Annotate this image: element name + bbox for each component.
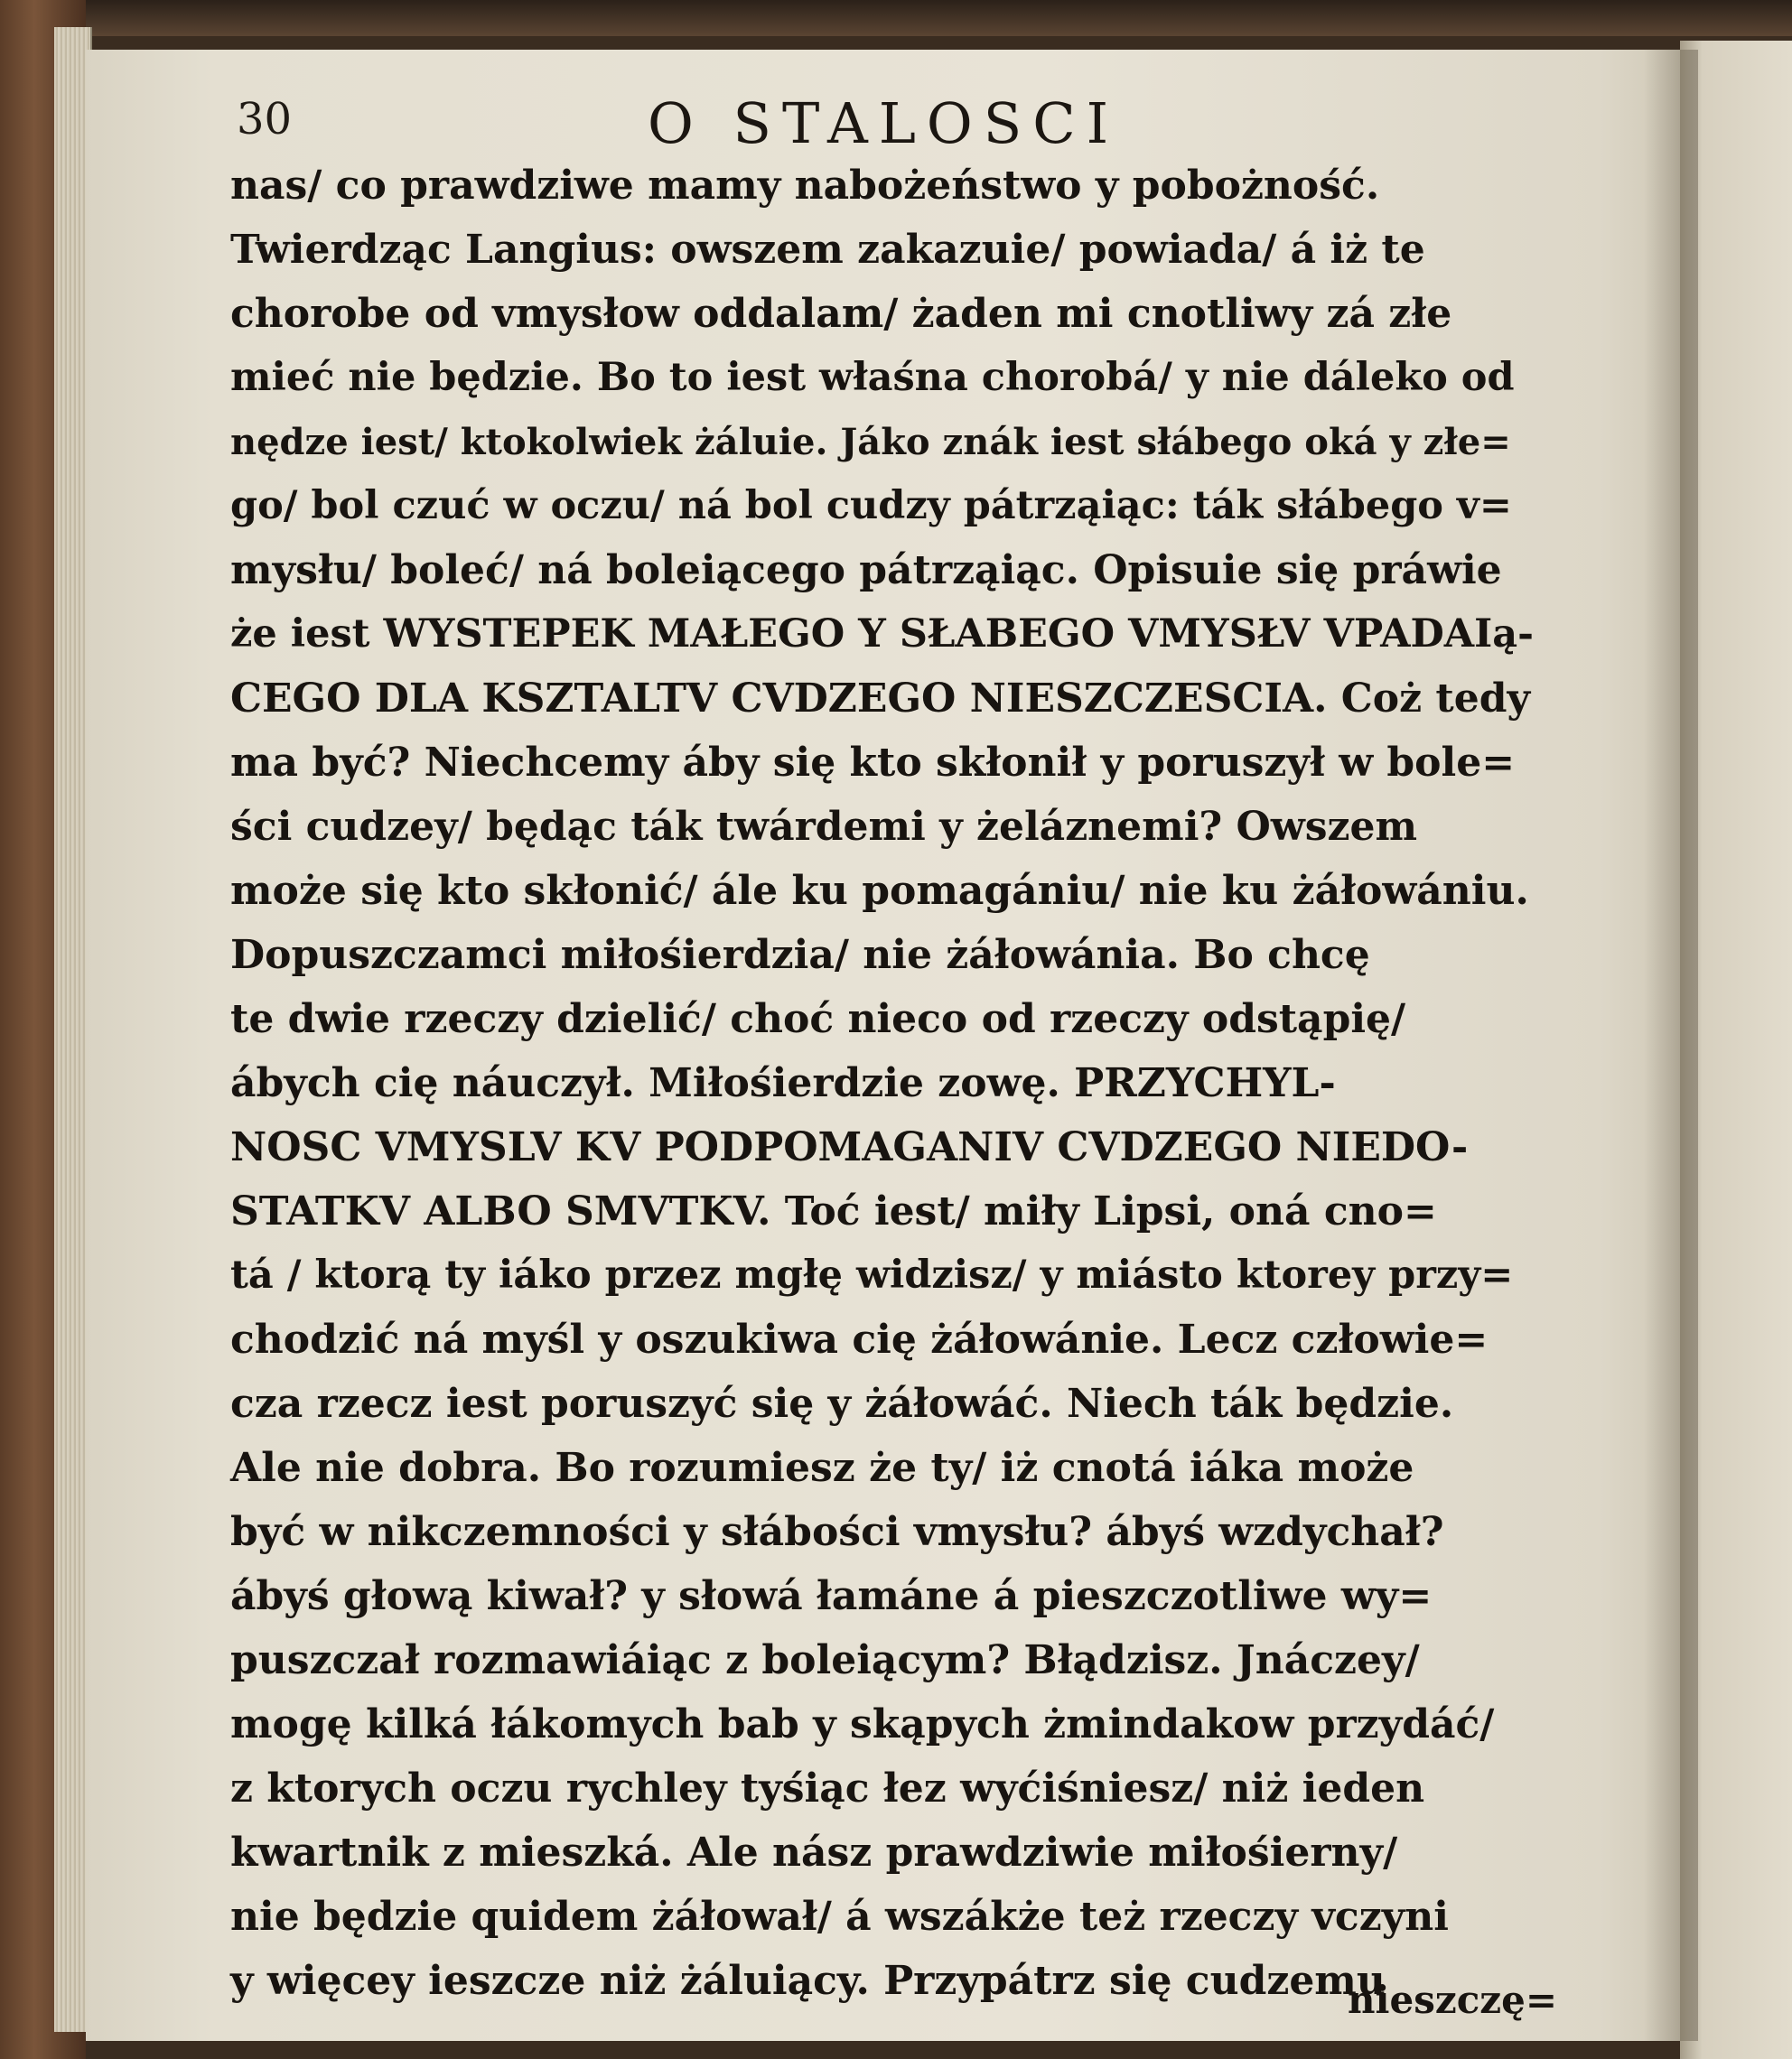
gutter-shadow xyxy=(1644,50,1698,2041)
text-line: Ale nie dobra. Bo rozumiesz że ty/ iż cnotá iáka może xyxy=(230,1445,1414,1491)
text-line: z ktorych oczu rychley tyśiąc łez wyćiśniesz/ niż ieden xyxy=(230,1766,1425,1812)
text-line: Twierdząc Langius: owszem zakazuie/ powiada/ á iż te xyxy=(230,227,1425,273)
text-line: te dwie rzeczy dzielić/ choć nieco od rzeczy odstąpię/ xyxy=(230,996,1406,1042)
text-line: CEGO DLA KSZTALTV CVDZEGO NIESZCZESCIA. Coż tedy xyxy=(230,675,1531,722)
text-line: ábyś głową kiwał? y słowá łamáne á pieszczotliwe wy= xyxy=(230,1573,1433,1619)
page-header xyxy=(237,90,1501,154)
text-line: nas/ co prawdziwe mamy nabożeństwo y pobożność. xyxy=(230,163,1380,209)
text-line: może się kto skłonić/ ále ku pomagániu/ nie ku żáłowániu. xyxy=(230,868,1529,914)
text-line: Dopuszczamci miłośierdzia/ nie żáłowánia. Bo chcę xyxy=(230,932,1370,978)
text-line: go/ bol czuć w oczu/ ná bol cudzy pátrząiąc: ták słábego v= xyxy=(230,483,1512,528)
text-line: chodzić ná myśl y oszukiwa cię żáłowánie. Lecz człowie= xyxy=(230,1317,1489,1363)
page-number: 30 xyxy=(237,94,293,144)
text-line: NOSC VMYSLV KV PODPOMAGANIV CVDZEGO NIEDO- xyxy=(230,1124,1469,1170)
running-title: O STALOSCI xyxy=(648,90,1120,156)
text-line: y więcey ieszcze niż żáluiący. Przypátrz się cudzemu xyxy=(230,1958,1386,2004)
text-line: mieć nie będzie. Bo to iest właśna chorobá/ y nie dáleko od xyxy=(230,355,1515,400)
text-line: cza rzecz iest poruszyć się y żáłowáć. Niech ták będzie. xyxy=(230,1381,1454,1427)
text-line: tá / ktorą ty iáko przez mgłę widzisz/ y miásto ktorey przy= xyxy=(230,1253,1514,1298)
book-cover-top xyxy=(0,0,1792,36)
text-line: ábych cię náuczył. Miłośierdzie zowę. PRZYCHYL- xyxy=(230,1060,1336,1106)
text-line: mogę kilká łákomych bab y skąpych żmindakow przydáć/ xyxy=(230,1701,1495,1747)
text-line: ma być? Niechcemy áby się kto skłonił y poruszył w bole= xyxy=(230,740,1516,786)
text-line: że iest WYSTEPEK MAŁEGO Y SŁABEGO VMYSŁV VPADAIą- xyxy=(230,611,1534,657)
text-line: nie będzie quidem żáłował/ á wszákże też rzeczy vczyni xyxy=(230,1894,1449,1940)
text-line: chorobe od vmysłow oddalam/ żaden mi cnotliwy zá złe xyxy=(230,291,1452,337)
text-line: kwartnik z mieszká. Ale nász prawdziwie miłośierny/ xyxy=(230,1830,1398,1876)
text-line: nędze iest/ ktokolwiek żáluie. Jáko znák iest słábego oká y złe= xyxy=(230,421,1511,463)
text-line: ści cudzey/ będąc ták twárdemi y żeláznemi? Owszem xyxy=(230,804,1418,850)
text-line: mysłu/ boleć/ ná boleiącego pátrząiąc. Opisuie się práwie xyxy=(230,547,1502,593)
text-line: STATKV ALBO SMVTKV. Toć iest/ miły Lipsi, oná cno= xyxy=(230,1188,1437,1234)
text-line: być w nikczemności y słábości vmysłu? ábyś wzdychał? xyxy=(230,1509,1444,1555)
catchword: nieszczę= xyxy=(1348,1978,1558,2022)
text-line: puszczał rozmawiáiąc z boleiącym? Błądzisz. Jnáczey/ xyxy=(230,1637,1420,1683)
body-text xyxy=(230,154,1535,2013)
